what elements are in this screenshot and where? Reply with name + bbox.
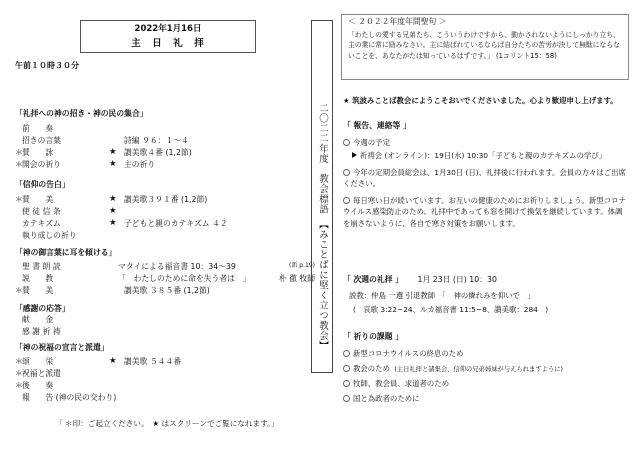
- announcements-heading: 「 報告、連絡等 」: [343, 121, 411, 130]
- footer-note: 「 ＊印：ご起立ください。 ★ はスクリーンでご覧になれます。」: [55, 419, 279, 428]
- stand-mark: ＊: [15, 148, 23, 157]
- annual-verse-text: 「わたしの愛する兄弟たち、こういうわけですから、動かされないようにしっかり立ち、主の業に常に励みなさい。主に結ばれているならば自分たちの苦労が決して無駄にならないことを、あなたがたは知っているはずです。」 (1コリント15：58): [348, 30, 620, 61]
- prayer-item: 国と為政者のために: [343, 395, 420, 404]
- order-item-name: カテキズム: [22, 219, 61, 228]
- sermon-title: 「 わたしのために命を失う者は 」: [118, 274, 251, 283]
- stand-mark: ＊: [15, 195, 23, 204]
- screen-star-icon: ★: [109, 206, 117, 216]
- order-row: [15, 232, 315, 244]
- section-heading-blessing: 「神の祝福の宣言と派遣」: [15, 343, 109, 352]
- scripture-reading: マタイによる福音書 10：34〜39: [118, 262, 236, 271]
- order-item-content: 讃美歌 ３８５番 (1,2節): [124, 286, 210, 295]
- circle-bullet-icon: [343, 169, 350, 176]
- order-row: [15, 370, 315, 382]
- circle-bullet-icon: [343, 395, 350, 402]
- page-reference: (新 p.19): [289, 262, 315, 269]
- stand-mark: ＊: [15, 381, 23, 390]
- next-service-heading: 「 次週の礼拝 」: [343, 275, 404, 284]
- circle-bullet-icon: [343, 380, 350, 387]
- prayer-item: 新型コロナウイルスの終息のため: [343, 350, 463, 359]
- announcement-item: 毎日寒い日が続いています。お互いの健康のためにお祈りしましょう。新型コロナウイルス感染防止のため、礼拝中であっても窓を開けて換気を継続しています。体調を崩さないように、各自で寒さ対策をお願いします。: [343, 196, 626, 228]
- circle-bullet-icon: [343, 350, 350, 357]
- order-row: [15, 161, 315, 173]
- order-item-name: 祝福と派遣: [22, 369, 61, 378]
- stand-mark: ＊: [15, 160, 23, 169]
- section-heading-word: 「神の御言葉に耳を傾ける」: [15, 248, 117, 257]
- order-item-name: 招きの言葉: [22, 136, 61, 145]
- screen-star-icon: ★: [109, 147, 117, 157]
- order-item-name: 聖 書 朗 読: [22, 262, 61, 271]
- announcement-item: 今年の定期会員総会は、1月30日 (日)、礼拝後に行われます。会員の方々はご出席ください。: [343, 168, 626, 189]
- order-row: [15, 287, 315, 299]
- order-item-content: 讃美歌４番 (1,2節): [124, 148, 192, 157]
- order-item-name: 賛 美: [22, 195, 54, 204]
- order-item-name: 賛 詠: [22, 148, 54, 157]
- order-row: [15, 328, 315, 340]
- order-item-name: 賛 美: [22, 286, 54, 295]
- prayer-item: 牧師、教会員、求道者のため: [343, 380, 449, 389]
- order-item-name: 執り成しの祈り: [22, 231, 77, 240]
- screen-star-icon: ★: [109, 194, 117, 204]
- service-time: 午前１０時３０分: [15, 61, 79, 70]
- triangle-bullet-icon: [352, 152, 357, 158]
- order-item-name: 後 奏: [22, 381, 54, 390]
- screen-star-icon: ★: [109, 159, 117, 169]
- annual-verse-heading: ＜ ２０２２年度年間聖句 ＞: [348, 17, 447, 26]
- order-item-name: 説 教: [22, 274, 54, 283]
- order-item-name: 報 告 (神の民の交わり): [22, 393, 117, 402]
- church-motto-box: [311, 20, 333, 373]
- order-item-content: 子どもと親のカテキズム ４２: [124, 219, 228, 228]
- circle-bullet-icon: [343, 139, 350, 146]
- stand-mark: ＊: [15, 369, 23, 378]
- order-item-content: 讃美歌 ５４４番: [124, 357, 182, 366]
- next-service-readings: ( 哀歌 3:22−24、ルカ福音書 11:5−8、讃美歌：284 ): [353, 305, 549, 314]
- circle-bullet-icon: [343, 197, 350, 204]
- section-heading-gathering: 「礼拝への神の招き・神の民の集合」: [15, 109, 148, 118]
- prayer-item: 教会のため (主日礼拝と諸集会、信仰の兄弟姉妹が与えられますように): [343, 365, 563, 374]
- announcement-subitem: 祈祷会 (オンライン)：19日(水) 10:30「子どもと親のカテキズムの学び」: [352, 152, 606, 161]
- church-motto: 二〇二二年度 教会標語 【みことばに堅く立つ教会】: [317, 103, 328, 351]
- stand-mark: ＊: [15, 286, 23, 295]
- order-item-content: 讃美歌３９１番 (1,2節): [124, 195, 208, 204]
- preacher-name: 朴 徹 牧師: [278, 274, 315, 283]
- screen-star-icon: ★: [109, 218, 117, 228]
- order-item-name: 献 金: [22, 315, 54, 324]
- next-service-sermon: 説教：仲島 一遵 引退教師 「 神の憐れみを仰いで 」: [349, 291, 535, 300]
- order-row: [15, 394, 315, 406]
- order-item-name: 感 謝 祈 祷: [22, 327, 61, 336]
- prayer-heading: 「 祈りの課題 」: [343, 332, 404, 341]
- order-item-name: 開会の祈り: [22, 160, 61, 169]
- circle-bullet-icon: [343, 365, 350, 372]
- welcome-message: ★ 筑波みことば教会にようこそおいでくださいました。心より歓迎申し上げます。: [343, 96, 618, 105]
- section-heading-confession: 「信仰の告白」: [15, 180, 70, 189]
- service-title: 主 日 礼 拝: [131, 37, 205, 49]
- order-item-content: 詩編 ９６：１〜４: [124, 136, 189, 145]
- annual-verse-box: [341, 14, 629, 80]
- order-item-name: 前 奏: [22, 124, 54, 133]
- next-service: [343, 276, 497, 285]
- screen-star-icon: ★: [109, 356, 117, 366]
- order-item-content: 主の祈り: [124, 160, 156, 169]
- prayer-item-note: (主日礼拝と諸集会、信仰の兄弟姉妹が与えられますように): [394, 366, 563, 373]
- announcement-item: 今週の予定: [343, 139, 390, 148]
- order-item-name: 使 徒 信 条: [22, 207, 61, 216]
- service-date: 2022年1月16日: [134, 24, 202, 34]
- stand-mark: ＊: [15, 357, 23, 366]
- service-title-box: [80, 20, 256, 53]
- section-heading-thanks: 「感謝の応答」: [15, 304, 70, 313]
- order-item-name: 頌 栄: [22, 357, 54, 366]
- next-service-date: 1月 23日 (日) 10：30: [417, 275, 497, 284]
